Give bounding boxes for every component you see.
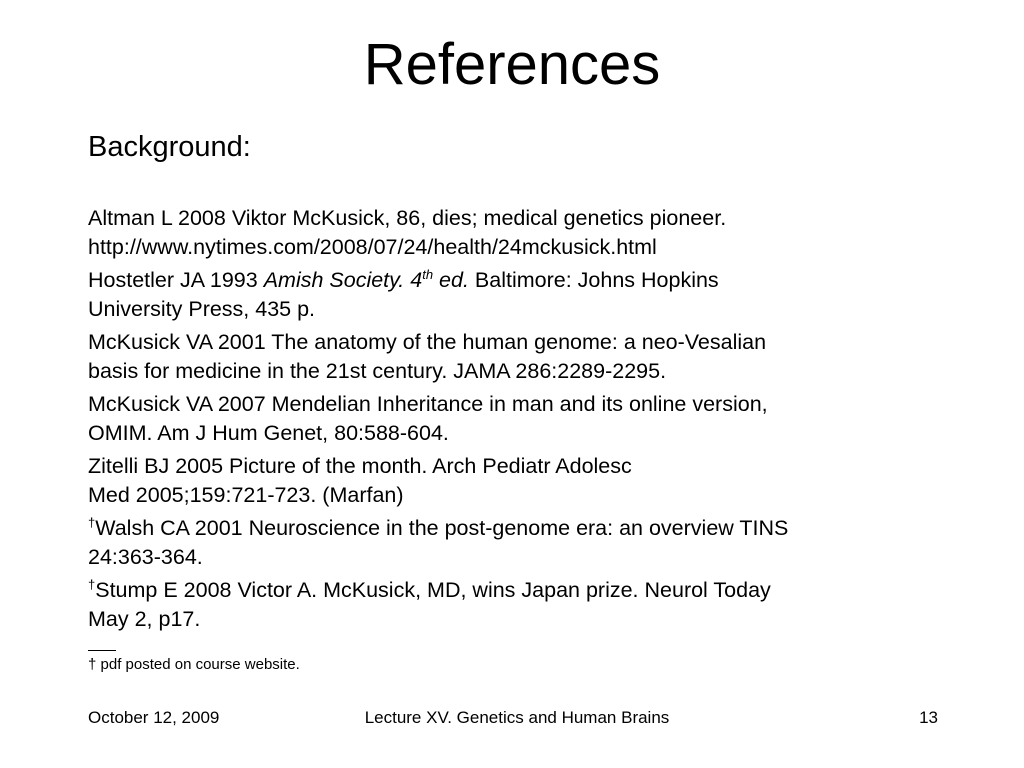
reference-line: OMIM. Am J Hum Genet, 80:588-604.	[88, 421, 449, 445]
reference-line: Zitelli BJ 2005 Picture of the month. Arch Pediatr Adolesc	[88, 454, 632, 478]
reference-author: Hostetler JA 1993	[88, 268, 264, 292]
reference-item	[88, 204, 948, 262]
reference-line: basis for medicine in the 21st century. JAMA 286:2289-2295.	[88, 359, 667, 383]
reference-line: University Press, 435 p.	[88, 297, 316, 321]
reference-item	[88, 266, 948, 324]
reference-list	[88, 204, 948, 638]
dagger-mark: †	[88, 514, 96, 530]
reference-line	[88, 576, 948, 605]
reference-line: McKusick VA 2001 The anatomy of the human genome: a neo-Vesalian	[88, 330, 767, 354]
footnote: † pdf posted on course website.	[88, 656, 300, 673]
reference-url: http://www.nytimes.com/2008/07/24/health/24mckusick.html	[88, 235, 657, 259]
reference-book-title: Amish Society. 4	[263, 268, 423, 292]
reference-line	[88, 266, 948, 295]
reference-text: Walsh CA 2001 Neuroscience in the post-genome era: an overview TINS	[95, 516, 789, 540]
reference-item	[88, 576, 948, 634]
reference-line: 24:363-364.	[88, 545, 203, 569]
reference-text: Stump E 2008 Victor A. McKusick, MD, wins Japan prize. Neurol Today	[95, 578, 771, 602]
page-number: 13	[919, 708, 938, 727]
footer-title: Lecture XV. Genetics and Human Brains	[364, 708, 670, 727]
reference-line: McKusick VA 2007 Mendelian Inheritance in man and its online version,	[88, 392, 768, 416]
section-heading: Background:	[88, 131, 251, 163]
reference-line	[88, 514, 948, 543]
footnote-divider	[88, 650, 116, 651]
reference-item	[88, 514, 948, 572]
footer-date: October 12, 2009	[88, 708, 220, 727]
reference-edition: ed.	[433, 268, 469, 292]
dagger-mark: †	[88, 576, 96, 592]
reference-item	[88, 328, 948, 386]
edition-superscript: th	[422, 266, 434, 282]
reference-item	[88, 452, 948, 510]
reference-line: Altman L 2008 Viktor McKusick, 86, dies; medical genetics pioneer.	[88, 206, 727, 230]
reference-item	[88, 390, 948, 448]
reference-line: May 2, p17.	[88, 607, 201, 631]
reference-line: Med 2005;159:721-723. (Marfan)	[88, 483, 404, 507]
reference-publisher: Baltimore: Johns Hopkins	[468, 268, 719, 292]
slide-title: References	[363, 32, 661, 97]
